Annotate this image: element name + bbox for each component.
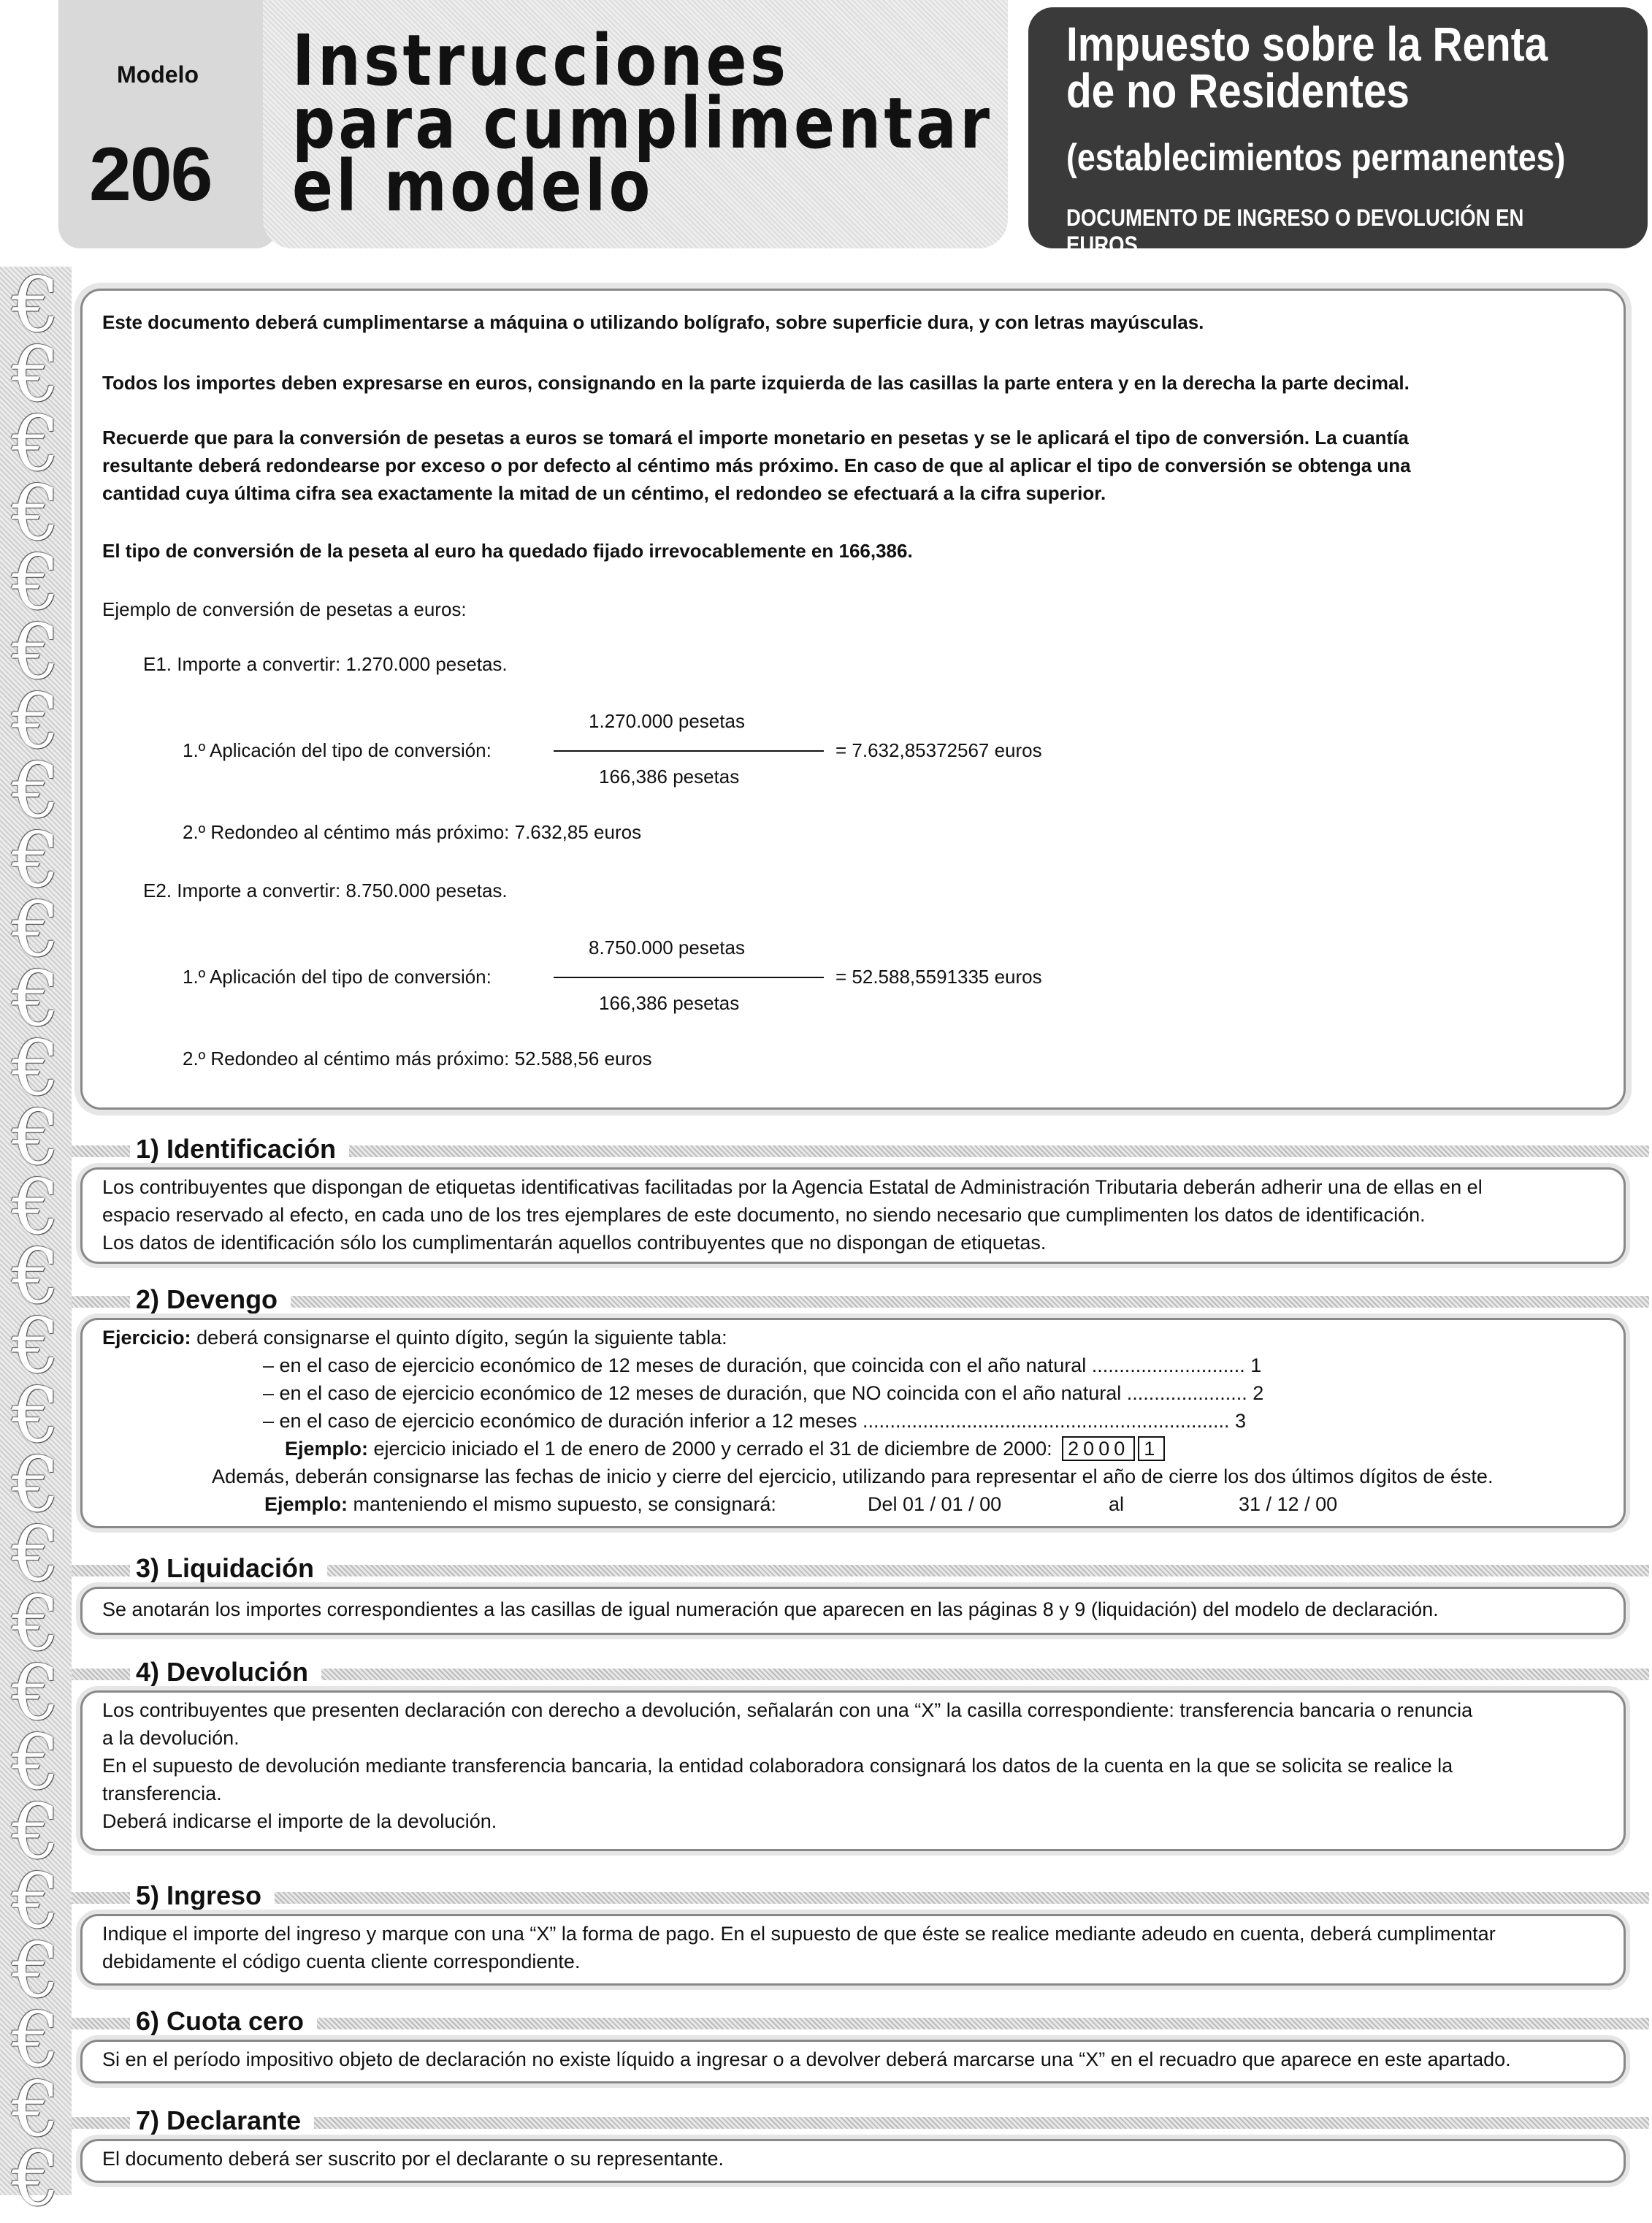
section-title: 6) Cuota cero [130,2006,317,2037]
s2-ejemplo-code: 2000 [1062,1436,1135,1461]
s2-ejemplo2-text: manteniendo el mismo supuesto, se consignará: [353,1493,776,1515]
euro-icon: € [11,1926,61,2015]
euro-icon: € [11,1301,61,1390]
s2-ejemplo-text: ejercicio iniciado el 1 de enero de 2000 y cerrado el 31 de diciembre de 2000: [373,1438,1052,1460]
s2-ejercicio [102,1324,727,1351]
euro-icon: € [11,2064,61,2154]
s1-text [102,1173,1483,1257]
document-type: DOCUMENTO DE INGRESO O DEVOLUCIÓN EN EUROS [1066,205,1524,258]
e1-denominator: 166,386 pesetas [599,766,740,788]
s2-item: – en el caso de ejercicio económico de duración inferior a 12 meses ................................................................... 3 [263,1410,1247,1432]
s2-del-date: Del 01 / 01 / 00 [868,1493,1002,1515]
example-title: Ejemplo de conversión de pesetas a euros: [102,598,467,620]
euro-icon: € [11,885,61,974]
section-title: 2) Devengo [130,1284,291,1315]
euro-icon: € [11,607,61,696]
s5-text [102,1920,1496,1975]
euro-icon: € [11,815,61,904]
section-devengo-header [72,1284,1649,1316]
e2-fraction-line [554,977,824,978]
section-title: 5) Ingreso [130,1880,275,1911]
s2-ejemplo2 [264,1490,776,1518]
euro-icon: € [11,1787,61,1876]
s2-ejercicio-label: Ejercicio: [102,1327,191,1349]
euro-icon: € [11,1717,61,1807]
euro-decorative-strip [0,260,72,2223]
euro-icon: € [11,538,61,627]
euro-icon: € [11,260,61,349]
section-bar [72,1296,1649,1308]
e2-step1: 1.º Aplicación del tipo de conversión: [183,966,492,988]
euro-icon: € [11,1579,61,1668]
s4-line: En el supuesto de devolución mediante transferencia bancaria, la entidad colaboradora consignará los datos de la cuenta en la que se solicita se realice la [102,1755,1453,1777]
s2-ejemplo [285,1435,1165,1463]
e1-numerator: 1.270.000 pesetas [589,710,745,732]
s2-al-date: 31 / 12 / 00 [1239,1493,1338,1515]
euro-icon: € [11,1509,61,1598]
euro-icon: € [11,329,61,419]
e1-result: = 7.632,85372567 euros [835,739,1042,761]
euro-icon: € [11,1648,61,1737]
section-title: 4) Devolución [130,1657,321,1688]
section-title: 7) Declarante [130,2105,314,2136]
intro-p4: El tipo de conversión de la peseta al euro ha quedado fijado irrevocablemente en 166,386. [102,540,913,562]
euro-icon: € [11,1232,61,1321]
s2-item: – en el caso de ejercicio económico de 12 meses de duración, que NO coincida con el año natural ...................... 2 [263,1382,1264,1404]
euro-icon: € [11,1995,61,2084]
s1-line: Los datos de identificación sólo los cumplimentarán aquellos contribuyentes que no dispongan de etiquetas. [102,1232,1047,1254]
section-title: 3) Liquidación [130,1553,327,1584]
euro-icon: € [11,1023,61,1113]
euro-icon: € [11,1370,61,1460]
s4-line: Deberá indicarse el importe de la devolución. [102,1810,497,1832]
euro-icon: € [11,1093,61,1182]
tax-title-line: de no Residentes [1066,64,1410,118]
intro-p3-line: cantidad cuya última cifra sea exactamente la mitad de un céntimo, el redondeo se efectuará a la cifra superior. [102,482,1106,504]
section-bar [72,1892,1649,1904]
s5-line: debidamente el código cuenta cliente correspondiente. [102,1951,581,1972]
title-line: para cumplimentar [292,83,993,164]
e2-step2: 2.º Redondeo al céntimo más próximo: 52.588,56 euros [183,1048,652,1069]
tax-title-line: Impuesto sobre la Renta [1066,17,1548,71]
s2-ademas: Además, deberán consignarse las fechas de inicio y cierre del ejercicio, utilizando para representar el año de cierre los dos últimos dígitos de éste. [212,1465,1494,1487]
section-identificacion-header [72,1134,1649,1166]
s4-text [102,1696,1472,1835]
e2-denominator: 166,386 pesetas [599,992,740,1014]
e2-label: E2. Importe a convertir: 8.750.000 pesetas. [143,880,508,901]
modelo-number: 206 [89,132,212,217]
section-title: 1) Identificación [130,1134,349,1164]
e2-numerator: 8.750.000 pesetas [589,937,745,958]
e1-label: E1. Importe a convertir: 1.270.000 pesetas. [143,653,508,675]
s4-line: a la devolución. [102,1727,240,1749]
euro-icon: € [11,1162,61,1251]
s3-text: Se anotarán los importes correspondientes a las casillas de igual numeración que aparecen en las páginas 8 y 9 (liquidación) del modelo de declaración. [102,1598,1439,1620]
s2-ejercicio-text: deberá consignarse el quinto dígito, según la siguiente tabla: [196,1327,727,1349]
s2-ejemplo2-label: Ejemplo: [264,1493,348,1515]
section-declarante-header [72,2105,1649,2138]
e1-step1: 1.º Aplicación del tipo de conversión: [183,739,492,761]
section-devolucion-header [72,1657,1649,1689]
intro-p1: Este documento deberá cumplimentarse a máquina o utilizando bolígrafo, sobre superficie dura, y con letras mayúsculas. [102,311,1204,333]
tax-title [1066,17,1548,118]
euro-icon: € [11,2134,61,2223]
euro-icon: € [11,1440,61,1529]
s7-text: El documento deberá ser suscrito por el declarante o su representante. [102,2148,724,2170]
euro-icon: € [11,676,61,766]
title-line: Instrucciones [292,20,789,102]
euro-icon: € [11,468,61,557]
page-title [292,20,993,227]
s2-ejemplo-digit: 1 [1138,1436,1165,1461]
title-line: el modelo [292,145,654,227]
intro-p3-line: Recuerde que para la conversión de pesetas a euros se tomará el importe monetario en pesetas y se le aplicará el tipo de conversión. La cuantía [102,427,1409,449]
s5-line: Indique el importe del ingreso y marque con una “X” la forma de pago. En el supuesto de que éste se realice mediante adeudo en cuenta, deberá cumplimentar [102,1923,1496,1945]
s6-text: Si en el período impositivo objeto de declaración no existe líquido a ingresar o a devolver deberá marcarse una “X” en el recuadro que aparece en este apartado. [102,2048,1511,2070]
euro-icon: € [11,954,61,1043]
s2-al-label: al [1109,1493,1125,1515]
section-ingreso-header [72,1880,1649,1913]
modelo-label: Modelo [117,61,199,88]
s1-line: Los contribuyentes que dispongan de etiquetas identificativas facilitadas por la Agencia Estatal de Administración Tributaria deberán adherir una de ellas en el [102,1176,1483,1198]
euro-icon: € [11,399,61,488]
e1-fraction-line [554,750,824,752]
intro-p2: Todos los importes deben expresarse en euros, consignando en la parte izquierda de las casillas la parte entera y en la derecha la parte decimal. [102,372,1410,394]
s2-ejemplo-label: Ejemplo: [285,1438,369,1460]
intro-p3-line: resultante deberá redondearse por exceso o por defecto al céntimo más próximo. En caso de que al aplicar el tipo de conversión se obtenga una [102,454,1411,476]
s4-line: Los contribuyentes que presenten declaración con derecho a devolución, señalarán con una “X” la casilla correspondiente: transferencia bancaria o renuncia [102,1699,1473,1721]
section-cuota-cero-header [72,2006,1649,2038]
tax-subtitle: (establecimientos permanentes) [1066,137,1566,179]
intro-p3 [102,424,1411,507]
s1-line: espacio reservado al efecto, en cada uno de los tres ejemplares de este documento, no siendo necesario que cumplimenten los datos de identificación. [102,1204,1426,1226]
s4-line: transferencia. [102,1782,222,1804]
e2-result: = 52.588,5591335 euros [835,966,1042,988]
e1-step2: 2.º Redondeo al céntimo más próximo: 7.632,85 euros [183,821,642,843]
euro-icon: € [11,746,61,835]
euro-icon: € [11,1856,61,1945]
s2-item: – en el caso de ejercicio económico de 12 meses de duración, que coincida con el año natural ............................ 1 [263,1354,1262,1376]
section-liquidacion-header [72,1553,1649,1585]
